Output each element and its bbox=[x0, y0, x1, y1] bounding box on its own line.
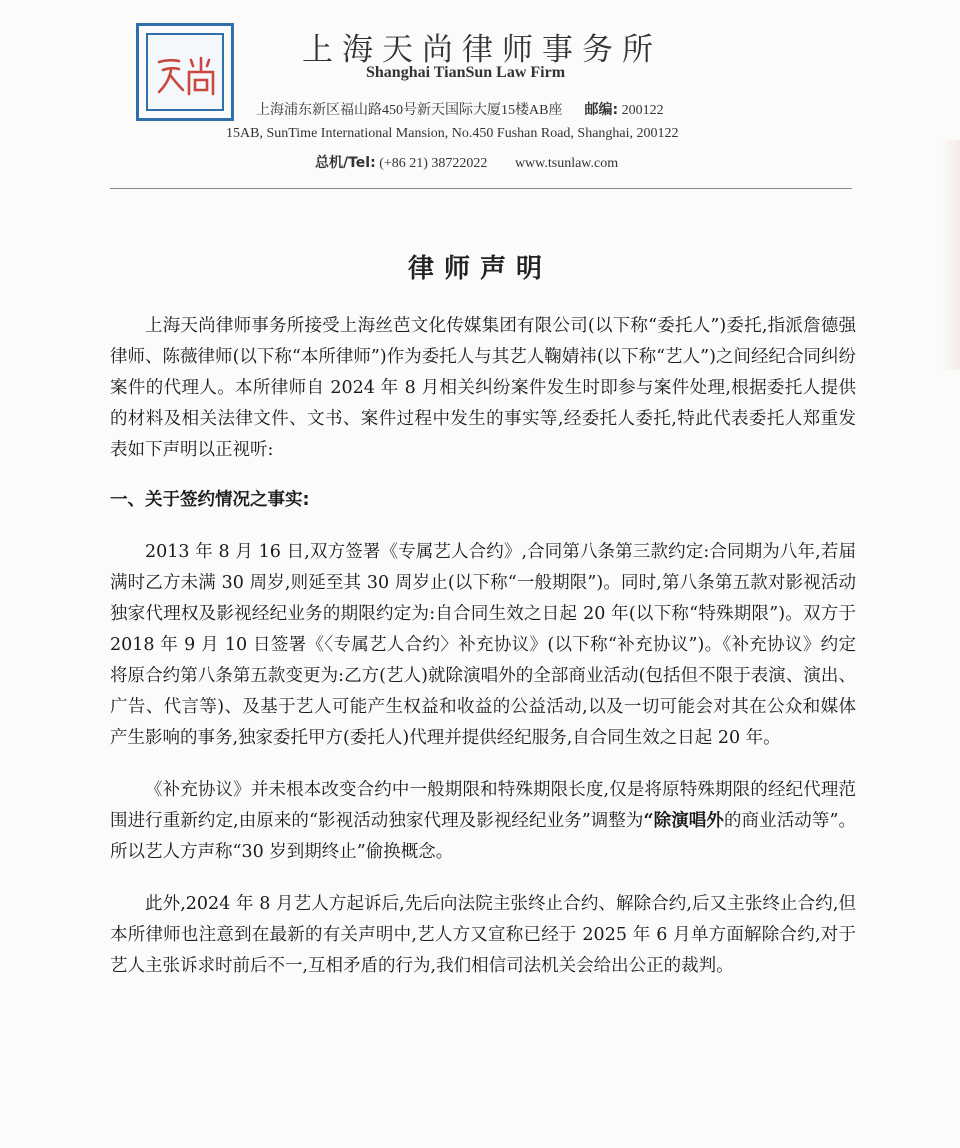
para2-text-after: 的商业活动等”。所以艺人方声称“30 岁到期终止”偷换概念。 bbox=[110, 811, 856, 862]
intro-paragraph: 上海天尚律师事务所接受上海丝芭文化传媒集团有限公司(以下称“委托人”)委托,指派詹德强律师、陈薇律师(以下称“本所律师”)作为委托人与其艺人鞠婧祎(以下称“艺人”)之间经纪合同纠纷案件的代理人。本所律师自 2024 年 8 月相关纠纷案件发生时即参与案件处理,根据委托人提供的材料及相关法律文件、文书、案件过程中发生的事实等,经委托人委托,特此代表委托人郑重发表如下声明以正视听: bbox=[110, 316, 856, 460]
para2-bold-text: “除演唱外 bbox=[643, 811, 724, 831]
letterhead-divider bbox=[110, 188, 852, 189]
address-cn: 上海浦东新区福山路450号新天国际大厦15楼AB座 bbox=[256, 103, 563, 118]
postcode-label: 邮编: bbox=[584, 102, 619, 118]
firm-name-cn: 上海天尚律师事务所 bbox=[302, 32, 662, 68]
tel-label: 总机/Tel: bbox=[315, 155, 376, 171]
address-en: 15AB, SunTime International Mansion, No.450 Fushan Road, Shanghai, 200122 bbox=[226, 126, 679, 141]
document-title: 律师声明 bbox=[407, 254, 552, 284]
scan-edge-shadow bbox=[942, 140, 960, 370]
website-link[interactable]: www.tsunlaw.com bbox=[514, 156, 619, 171]
document-body bbox=[110, 311, 856, 1003]
section-heading: 一、关于签约情况之事实: bbox=[110, 490, 310, 510]
tel-number: (+86 21) 38722022 bbox=[379, 156, 488, 171]
address-cn-line bbox=[256, 99, 664, 119]
paragraph-contract-facts: 2013 年 8 月 16 日,双方签署《专属艺人合约》,合同第八条第三款约定:合同期为八年,若届满时乙方未满 30 周岁,则延至其 30 周岁止(以下称“一般期限”)。同时,第八条第五款对影视活动独家代理权及影视经纪业务的期限约定为:自合同生效之日起 20 年(以下称“特殊期限”)。双方于 2018 年 9 月 10 日签署《〈专属艺人合约〉补充协议》(以下称“补充协议”)。《补充协议》约定将原合约第八条第五款变更为:乙方(艺人)就除演唱外的全部商业活动(包括但不限于表演、演出、广告、代言等)、及基于艺人可能产生权益和收益的公益活动,以及一切可能会对其在公众和媒体产生影响的事务,独家委托甲方(委托人)代理并提供经纪服务,自合同生效之日起 20 年。 bbox=[110, 542, 856, 748]
paragraph-supplement-agreement bbox=[110, 775, 856, 868]
firm-name-en: Shanghai TianSun Law Firm bbox=[366, 64, 566, 81]
para2-text-before: 《补充协议》并未根本改变合约中一般期限和特殊期限长度,仅是将原特殊期限的经纪代理范围进行重新约定,由原来的“影视活动独家代理及影视经纪业务”调整为 bbox=[110, 780, 856, 831]
paragraph-additional: 此外,2024 年 8 月艺人方起诉后,先后向法院主张终止合约、解除合约,后又主张终止合约,但本所律师也注意到在最新的有关声明中,艺人方又宣称已经于 2025 年 6 月单方面解除合约,对于艺人主张诉求时前后不一,互相矛盾的行为,我们相信司法机关会给出公正的裁判。 bbox=[110, 894, 856, 976]
postcode: 200122 bbox=[621, 103, 664, 118]
firm-logo bbox=[136, 23, 234, 121]
tianshang-seal-logo-icon bbox=[139, 26, 231, 118]
contact-line bbox=[315, 152, 618, 172]
